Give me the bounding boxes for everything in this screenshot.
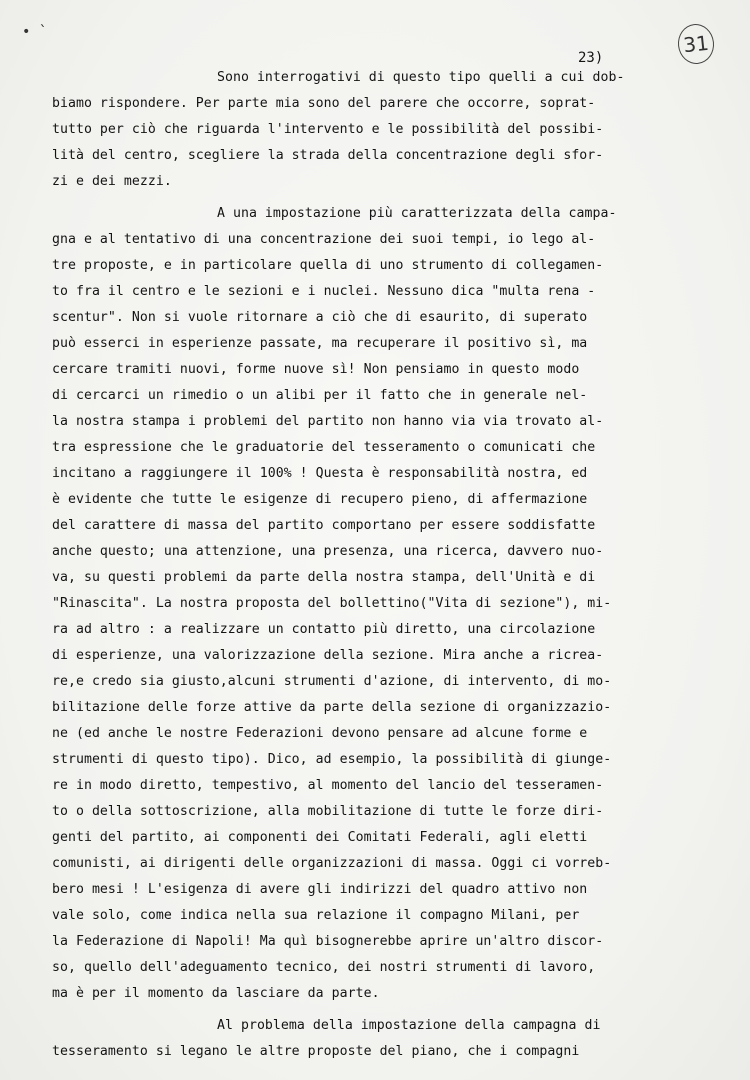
text-line: la Federazione di Napoli! Ma quì bisognerebbe aprire un'altro discor- [52, 934, 604, 949]
text-line: è evidente che tutte le esigenze di recupero pieno, di affermazione [52, 492, 588, 507]
text-line: può esserci in esperienze passate, ma recuperare il positivo sì, ma [52, 336, 588, 351]
text-line: comunisti, ai dirigenti delle organizzazioni di massa. Oggi ci vorreb- [52, 856, 612, 871]
text-line: tesseramento si legano le altre proposte del piano, che i compagni [52, 1044, 580, 1059]
text-line: tre proposte, e in particolare quella di uno strumento di collegamen- [52, 258, 604, 273]
text-line: lità del centro, scegliere la strada della concentrazione degli sfor- [52, 148, 604, 163]
text-line: re,e credo sia giusto,alcuni strumenti d'azione, di intervento, di mo- [52, 674, 612, 689]
text-line: genti del partito, ai componenti dei Comitati Federali, agli eletti [52, 830, 588, 845]
text-line: vale solo, come indica nella sua relazione il compagno Milani, per [52, 908, 580, 923]
text-line: tra espressione che le graduatorie del tesseramento o comunicati che [52, 440, 596, 455]
text-line: va, su questi problemi da parte della nostra stampa, dell'Unità e di [52, 570, 596, 585]
text-line: "Rinascita". La nostra proposta del bollettino("Vita di sezione"), mi- [52, 596, 612, 611]
text-line: A una impostazione più caratterizzata della campa- [217, 206, 617, 221]
text-line: to fra il centro e le sezioni e i nuclei. Nessuno dica "multa rena - [52, 284, 596, 299]
text-line: ra ad altro : a realizzare un contatto più diretto, una circolazione [52, 622, 596, 637]
corner-ink-mark: • ` [22, 24, 48, 40]
text-line: bero mesi ! L'esigenza di avere gli indirizzi del quadro attivo non [52, 882, 588, 897]
text-line: Al problema della impostazione della campagna di [217, 1018, 601, 1033]
text-line: re in modo diretto, tempestivo, al momento del lancio del tesseramen- [52, 778, 604, 793]
archive-number-text: 31 [682, 30, 710, 58]
text-line: zi e dei mezzi. [52, 174, 172, 189]
text-line: di cercarci un rimedio o un alibi per il fatto che in generale nel- [52, 388, 588, 403]
text-line: Sono interrogativi di questo tipo quelli a cui dob- [217, 70, 625, 85]
text-line: la nostra stampa i problemi del partito non hanno via via trovato al- [52, 414, 604, 429]
text-line: scentur". Non si vuole ritornare a ciò che di esaurito, di superato [52, 310, 588, 325]
text-line: di esperienze, una valorizzazione della sezione. Mira anche a ricrea- [52, 648, 604, 663]
text-line: cercare tramiti nuovi, forme nuove sì! Non pensiamo in questo modo [52, 362, 580, 377]
text-line: biamo rispondere. Per parte mia sono del parere che occorre, soprat- [52, 96, 596, 111]
text-line: anche questo; una attenzione, una presenza, una ricerca, davvero nuo- [52, 544, 604, 559]
text-line: ma è per il momento da lasciare da parte. [52, 986, 380, 1001]
text-line: del carattere di massa del partito comportano per essere soddisfatte [52, 518, 596, 533]
text-line: tutto per ciò che riguarda l'intervento e le possibilità del possibi- [52, 122, 604, 137]
text-line: strumenti di questo tipo). Dico, ad esempio, la possibilità di giunge- [52, 752, 612, 767]
text-line: so, quello dell'adeguamento tecnico, dei nostri strumenti di lavoro, [52, 960, 596, 975]
text-line: to o della sottoscrizione, alla mobilitazione di tutte le forze diri- [52, 804, 604, 819]
page-number: 23) [578, 50, 604, 66]
text-line: bilitazione delle forze attive da parte della sezione di organizzazio- [52, 700, 612, 715]
circled-archive-number [676, 22, 716, 66]
text-line: gna e al tentativo di una concentrazione dei suoi tempi, io lego al- [52, 232, 596, 247]
text-line: incitano a raggiungere il 100% ! Questa è responsabilità nostra, ed [52, 466, 588, 481]
text-line: ne (ed anche le nostre Federazioni devono pensare ad alcune forme e [52, 726, 588, 741]
